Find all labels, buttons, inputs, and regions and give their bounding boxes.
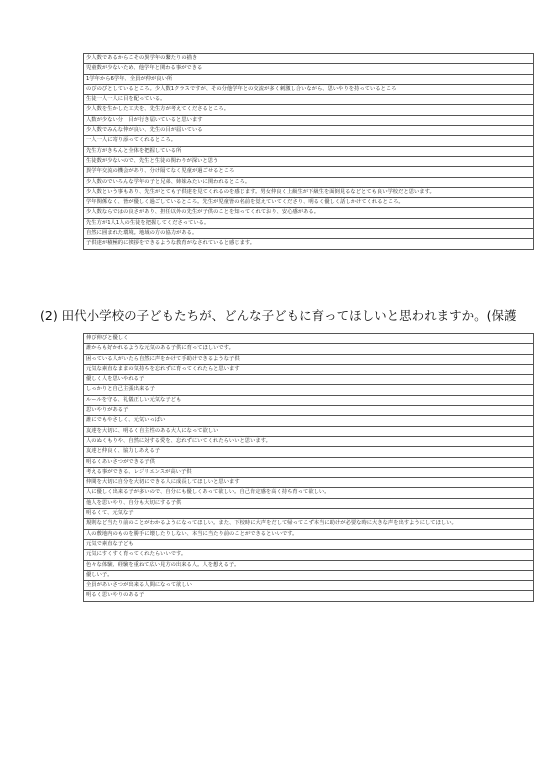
answers-table-2	[83, 333, 534, 602]
table-row	[84, 95, 534, 105]
table-row	[84, 426, 534, 436]
table-cell: 一人一人に寄り添ってくれるところ。	[84, 136, 534, 146]
table-row	[84, 591, 534, 601]
table-row	[84, 218, 534, 228]
table-cell: 元気な素直なままの気持ちを忘れずに育ってくれたらと思います	[84, 364, 534, 374]
table-row	[84, 177, 534, 187]
table-row	[84, 436, 534, 446]
table-row	[84, 488, 534, 498]
table-cell: 児童数が少ないため、他学年と関わる事ができる	[84, 64, 534, 74]
table-cell: 人数が少ない分 目が行き届いていると思います	[84, 115, 534, 125]
table-row	[84, 467, 534, 477]
table-row	[84, 115, 534, 125]
table-cell: 他人を思いやり、自分も大切にする子供	[84, 498, 534, 508]
table-row	[84, 581, 534, 591]
table-row	[84, 354, 534, 364]
table-row	[84, 156, 534, 166]
table-cell: 人の敷地内のものを勝手に壊したりしない、本当に当たり前のことができるといいです。	[84, 529, 534, 539]
table-cell: 優しい子。	[84, 570, 534, 580]
table-row	[84, 539, 534, 549]
table-row	[84, 570, 534, 580]
table-row	[84, 519, 534, 529]
table-row	[84, 509, 534, 519]
table-row	[84, 64, 534, 74]
table-cell: 明るくあいさつができる子供	[84, 457, 534, 467]
table-row	[84, 406, 534, 416]
table-row	[84, 385, 534, 395]
table-cell: 考える事ができる、レジリエンスが高い子供	[84, 467, 534, 477]
table-row	[84, 74, 534, 84]
table-row	[84, 208, 534, 218]
table-cell: 明るく思いやりのある子	[84, 591, 534, 601]
table-cell: のびのびとしているところ。少人数1クラスですが、その分他学年との交流が多く刺激し合いながら、思いやりを持っているところ	[84, 84, 534, 94]
table-row	[84, 457, 534, 467]
table-cell: 誰からも好かれるような元気のある子供に育ってほしいです。	[84, 344, 534, 354]
table-row	[84, 198, 534, 208]
table-row	[84, 498, 534, 508]
table-cell: 少人数であるからこその異学年の繋たりの描き	[84, 54, 534, 64]
table-cell: 先生方がきちんと全体を把握している所	[84, 146, 534, 156]
table-row	[84, 529, 534, 539]
answers-table-1	[83, 53, 534, 250]
table-row	[84, 146, 534, 156]
table-cell: 自然に囲まれた環境。地域の方の協力がある。	[84, 229, 534, 239]
table-cell: 少人数という事もあり、先生がとても子供達を見てくれるのを感じます。男女仲良く上級生が下級生を面倒見るなどとても良い学校だと思います。	[84, 187, 534, 197]
table-cell: 友達と仲良く、協力しあえる子	[84, 447, 534, 457]
table-row	[84, 54, 534, 64]
table-row	[84, 416, 534, 426]
table-row	[84, 126, 534, 136]
table-cell: 色々な体験、経験を重ねて広い見方の出来る人。人を想える子。	[84, 560, 534, 570]
table-row	[84, 167, 534, 177]
table-cell: 少人数のでいろんな学年の子と兄弟、姉妹みたいに関われるところ。	[84, 177, 534, 187]
table-cell: 人のぬくもりや、自然に対する愛を、忘れずにいてくれたらいいと思います。	[84, 436, 534, 446]
table-cell: 学年関係なく、皆が優しく過ごしているところ。先生が児童皆の名前を覚えていてくださり、明るく優しく話しかけてくれるところ。	[84, 198, 534, 208]
table-row	[84, 334, 534, 344]
table-cell: 友達を大切に、明るく自主性のある大人になって欲しい	[84, 426, 534, 436]
table-cell: 伸び伸びと優しく	[84, 334, 534, 344]
table-cell: 生徒一人一人に目を配っている。	[84, 95, 534, 105]
table-cell: 少人数ならではの良さがあり、担任以外の先生が子供のことを知ってくれており、安心感がある。	[84, 208, 534, 218]
table-cell: 異学年交流の機会があり、分け隔てなく児童が過ごせるところ	[84, 167, 534, 177]
table-row	[84, 478, 534, 488]
table-row	[84, 239, 534, 249]
table-row	[84, 187, 534, 197]
table-cell: 生徒数が少ないので、先生と生徒の関わりが深いと思う	[84, 156, 534, 166]
table-row	[84, 84, 534, 94]
table-row	[84, 447, 534, 457]
table-cell: 明るくて、元気な子	[84, 509, 534, 519]
table-cell: 元気にすくすく育ってくれたらいいです。	[84, 550, 534, 560]
question-2-heading: (2) 田代小学校の子どもたちが、どんな子どもに育ってほしいと思われますか。(保護	[40, 308, 517, 323]
table-row	[84, 395, 534, 405]
table-cell: ルールを守る、礼儀正しい元気な子ども	[84, 395, 534, 405]
table-cell: 元気で素直な子ども	[84, 539, 534, 549]
table-cell: 人に優しく出来る子が多いので、自分にも優しくあって欲しい。自己肯定感を高く持ち育って欲しい。	[84, 488, 534, 498]
table-cell: 困っている人がいたら自然に声をかけて手助けできるような子供	[84, 354, 534, 364]
table-row	[84, 550, 534, 560]
table-cell: 誰にでもやさしく、元気いっぱい	[84, 416, 534, 426]
table-cell: 規則など当たり前のことがわかるようになってほしい。また、下校時に大声をだして帰ってこず本当に助けが必要な時に大きな声を出すようにしてほしい。	[84, 519, 534, 529]
table-cell: 先生方が1人1人の生徒を把握してくださっている。	[84, 218, 534, 228]
table-row	[84, 364, 534, 374]
table-cell: 子供達が積極的に挨拶をできるような教育がなされていると感じます。	[84, 239, 534, 249]
table-cell: 優しく人を思いやれる子	[84, 375, 534, 385]
table-cell: 少人数でみんな仲が良い、先生の目が届いている	[84, 126, 534, 136]
table-cell: しっかりと自己主張出来る子	[84, 385, 534, 395]
table-row	[84, 344, 534, 354]
table-row	[84, 136, 534, 146]
table-row	[84, 105, 534, 115]
table-row	[84, 229, 534, 239]
table-row	[84, 560, 534, 570]
table-cell: 思いやりがある子	[84, 406, 534, 416]
table-cell: 全員があいさつが出来る人間になって欲しい	[84, 581, 534, 591]
table-cell: 仲間を大切に自分を大切にできる人に成長してほしいと思います	[84, 478, 534, 488]
table-row	[84, 375, 534, 385]
table-cell: 1学年から6学年、全員が仲が良い所	[84, 74, 534, 84]
table-cell: 少人数を生かした工夫を、先生方が考えてくださるところ。	[84, 105, 534, 115]
